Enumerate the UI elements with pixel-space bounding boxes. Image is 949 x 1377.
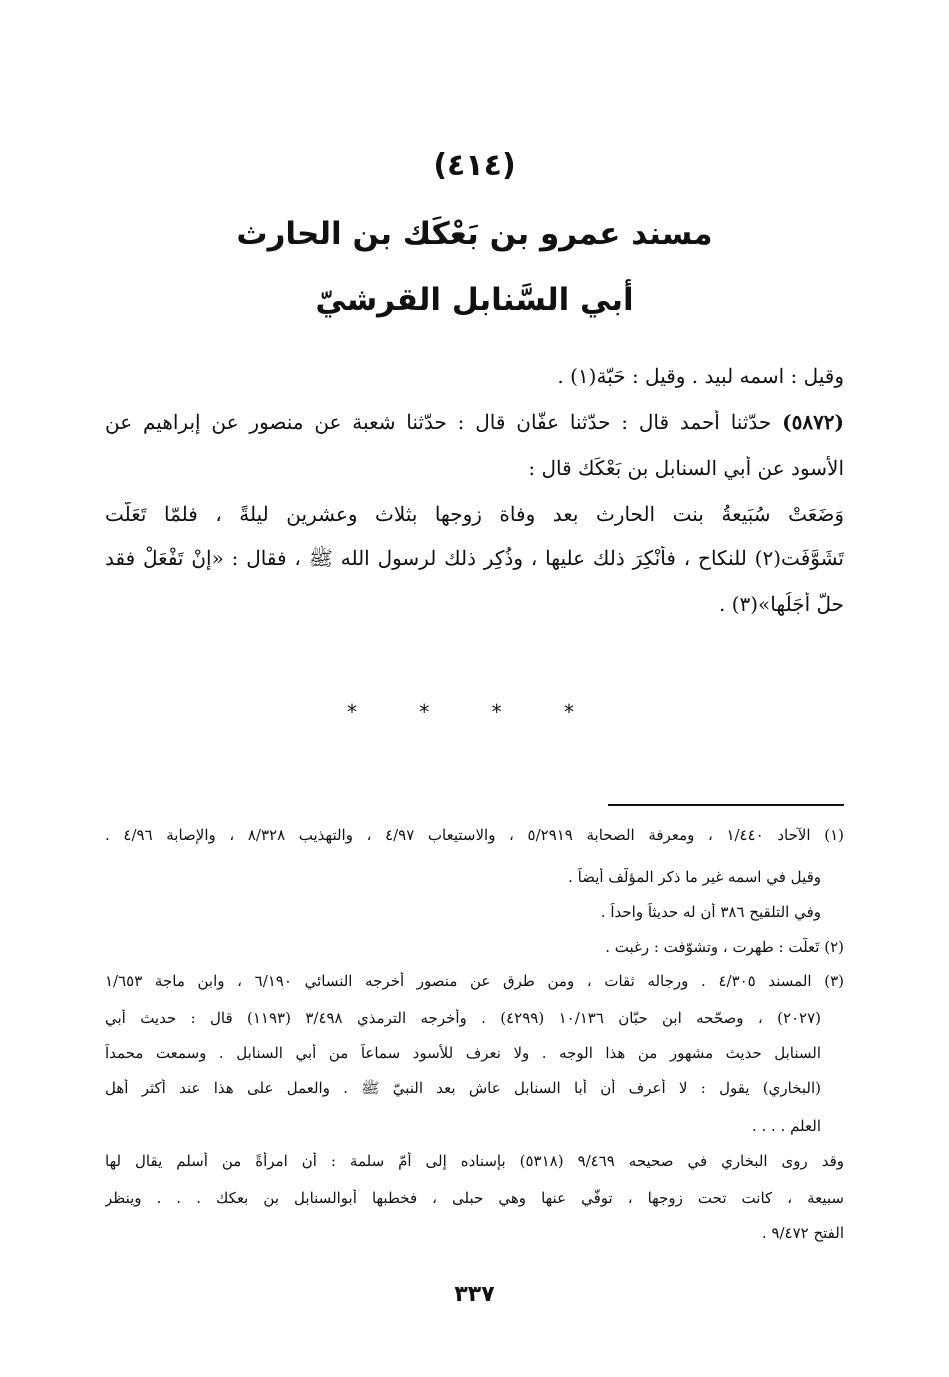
footnote-3-line-8: الفتح ٩/٤٧٢ .	[761, 1224, 844, 1242]
hadith-line-1	[105, 410, 844, 434]
footnote-1-line-2: وقيل في اسمه غير ما ذكر المؤلّف أيضاً .	[568, 868, 821, 886]
footnote-3-line-5: العلم . . . .	[751, 1117, 821, 1135]
chapter-number: (٤١٤)	[433, 148, 516, 183]
section-title-line2: أبي السَّنابل القرشيّ	[315, 282, 634, 318]
footnote-3-line-4: (البخاري) يقول : لا أعرف أن أبا السنابل عاش بعد النبيّ ﷺ . والعمل على هذا عند أكثر أهل	[105, 1079, 821, 1097]
hadith-line-3: وَضَعَتْ سُبَيعةُ بنت الحارث بعد وفاة زوجها بثلاث وعشرين ليلةً ، فلمّا تَعَلَّت	[105, 502, 844, 526]
page-number: ٣٣٧	[454, 1282, 495, 1307]
hadith-line-4: تَشَوَّفَت(٢) للنكاح ، فأُنْكِرَ ذلك عليها ، وذُكِر ذلك لرسول الله ﷺ ، فقال : «إنْ تَفْعَلْ فقد	[105, 546, 844, 570]
footnote-3-line-1: (٣) المسند ٤/٣٠٥ . ورجاله ثقات ، ومن طرق عن منصور أخرجه النسائي ٦/١٩٠ ، وابن ماجة ١/٦٥٣	[105, 972, 844, 990]
hadith-number: (٥٨٧٢)	[782, 410, 844, 434]
section-title-line1: مسند عمرو بن بَعْكَك بن الحارث	[236, 216, 713, 252]
section-separator: * * * *	[346, 700, 603, 724]
footnote-1-line-1: (١) الآحاد ١/٤٤٠ ، ومعرفة الصحابة ٥/٢٩١٩ ، والاستيعاب ٤/٩٧ ، والتهذيب ٨/٣٢٨ ، والإصابة ٤/٩٦ .	[105, 826, 844, 844]
hadith-line-2: الأسود عن أبي السنابل بن بَعْكَك قال :	[528, 456, 844, 480]
hadith-line-1-text: حدّثنا أحمد قال : حدّثنا عفّان قال : حدّثنا شعبة عن منصور عن إبراهيم عن	[105, 410, 772, 434]
intro-line: وقيل : اسمه لبيد . وقيل : حَبّة(١) .	[557, 364, 844, 388]
footnote-divider	[608, 804, 844, 806]
footnote-3-line-3: السنابل حديث مشهور من هذا الوجه . ولا نعرف للأسود سماعاً من أبي السنابل . وسمعت محمداً	[105, 1044, 821, 1062]
footnote-3-line-2: (٢٠٢٧) ، وصحّحه ابن حبّان ١٠/١٣٦ (٤٢٩٩) . وأخرجه الترمذي ٣/٤٩٨ (١١٩٣) قال : حديث أبي	[105, 1009, 821, 1027]
footnote-2-line-1: (٢) تَعلّت : طهرت ، وتشوّفت : رغبت .	[605, 938, 844, 956]
footnote-3-line-7: سبيعة ، كانت تحت زوجها ، توفّي عنها وهي حبلى ، فخطبها أبوالسنابل بن بعكك . . . وينظر	[105, 1189, 844, 1207]
hadith-line-5: حلَّ أجَلُها»(٣) .	[718, 592, 844, 616]
footnote-3-line-6: وقد روى البخاري في صحيحه ٩/٤٦٩ (٥٣١٨) بإسناده إلى أمّ سلمة : أن امرأةً من أسلم يقال لها	[105, 1152, 844, 1170]
footnote-1-line-3: وفي التلقيح ٣٨٦ أن له حديثاً واحداً .	[600, 903, 821, 921]
